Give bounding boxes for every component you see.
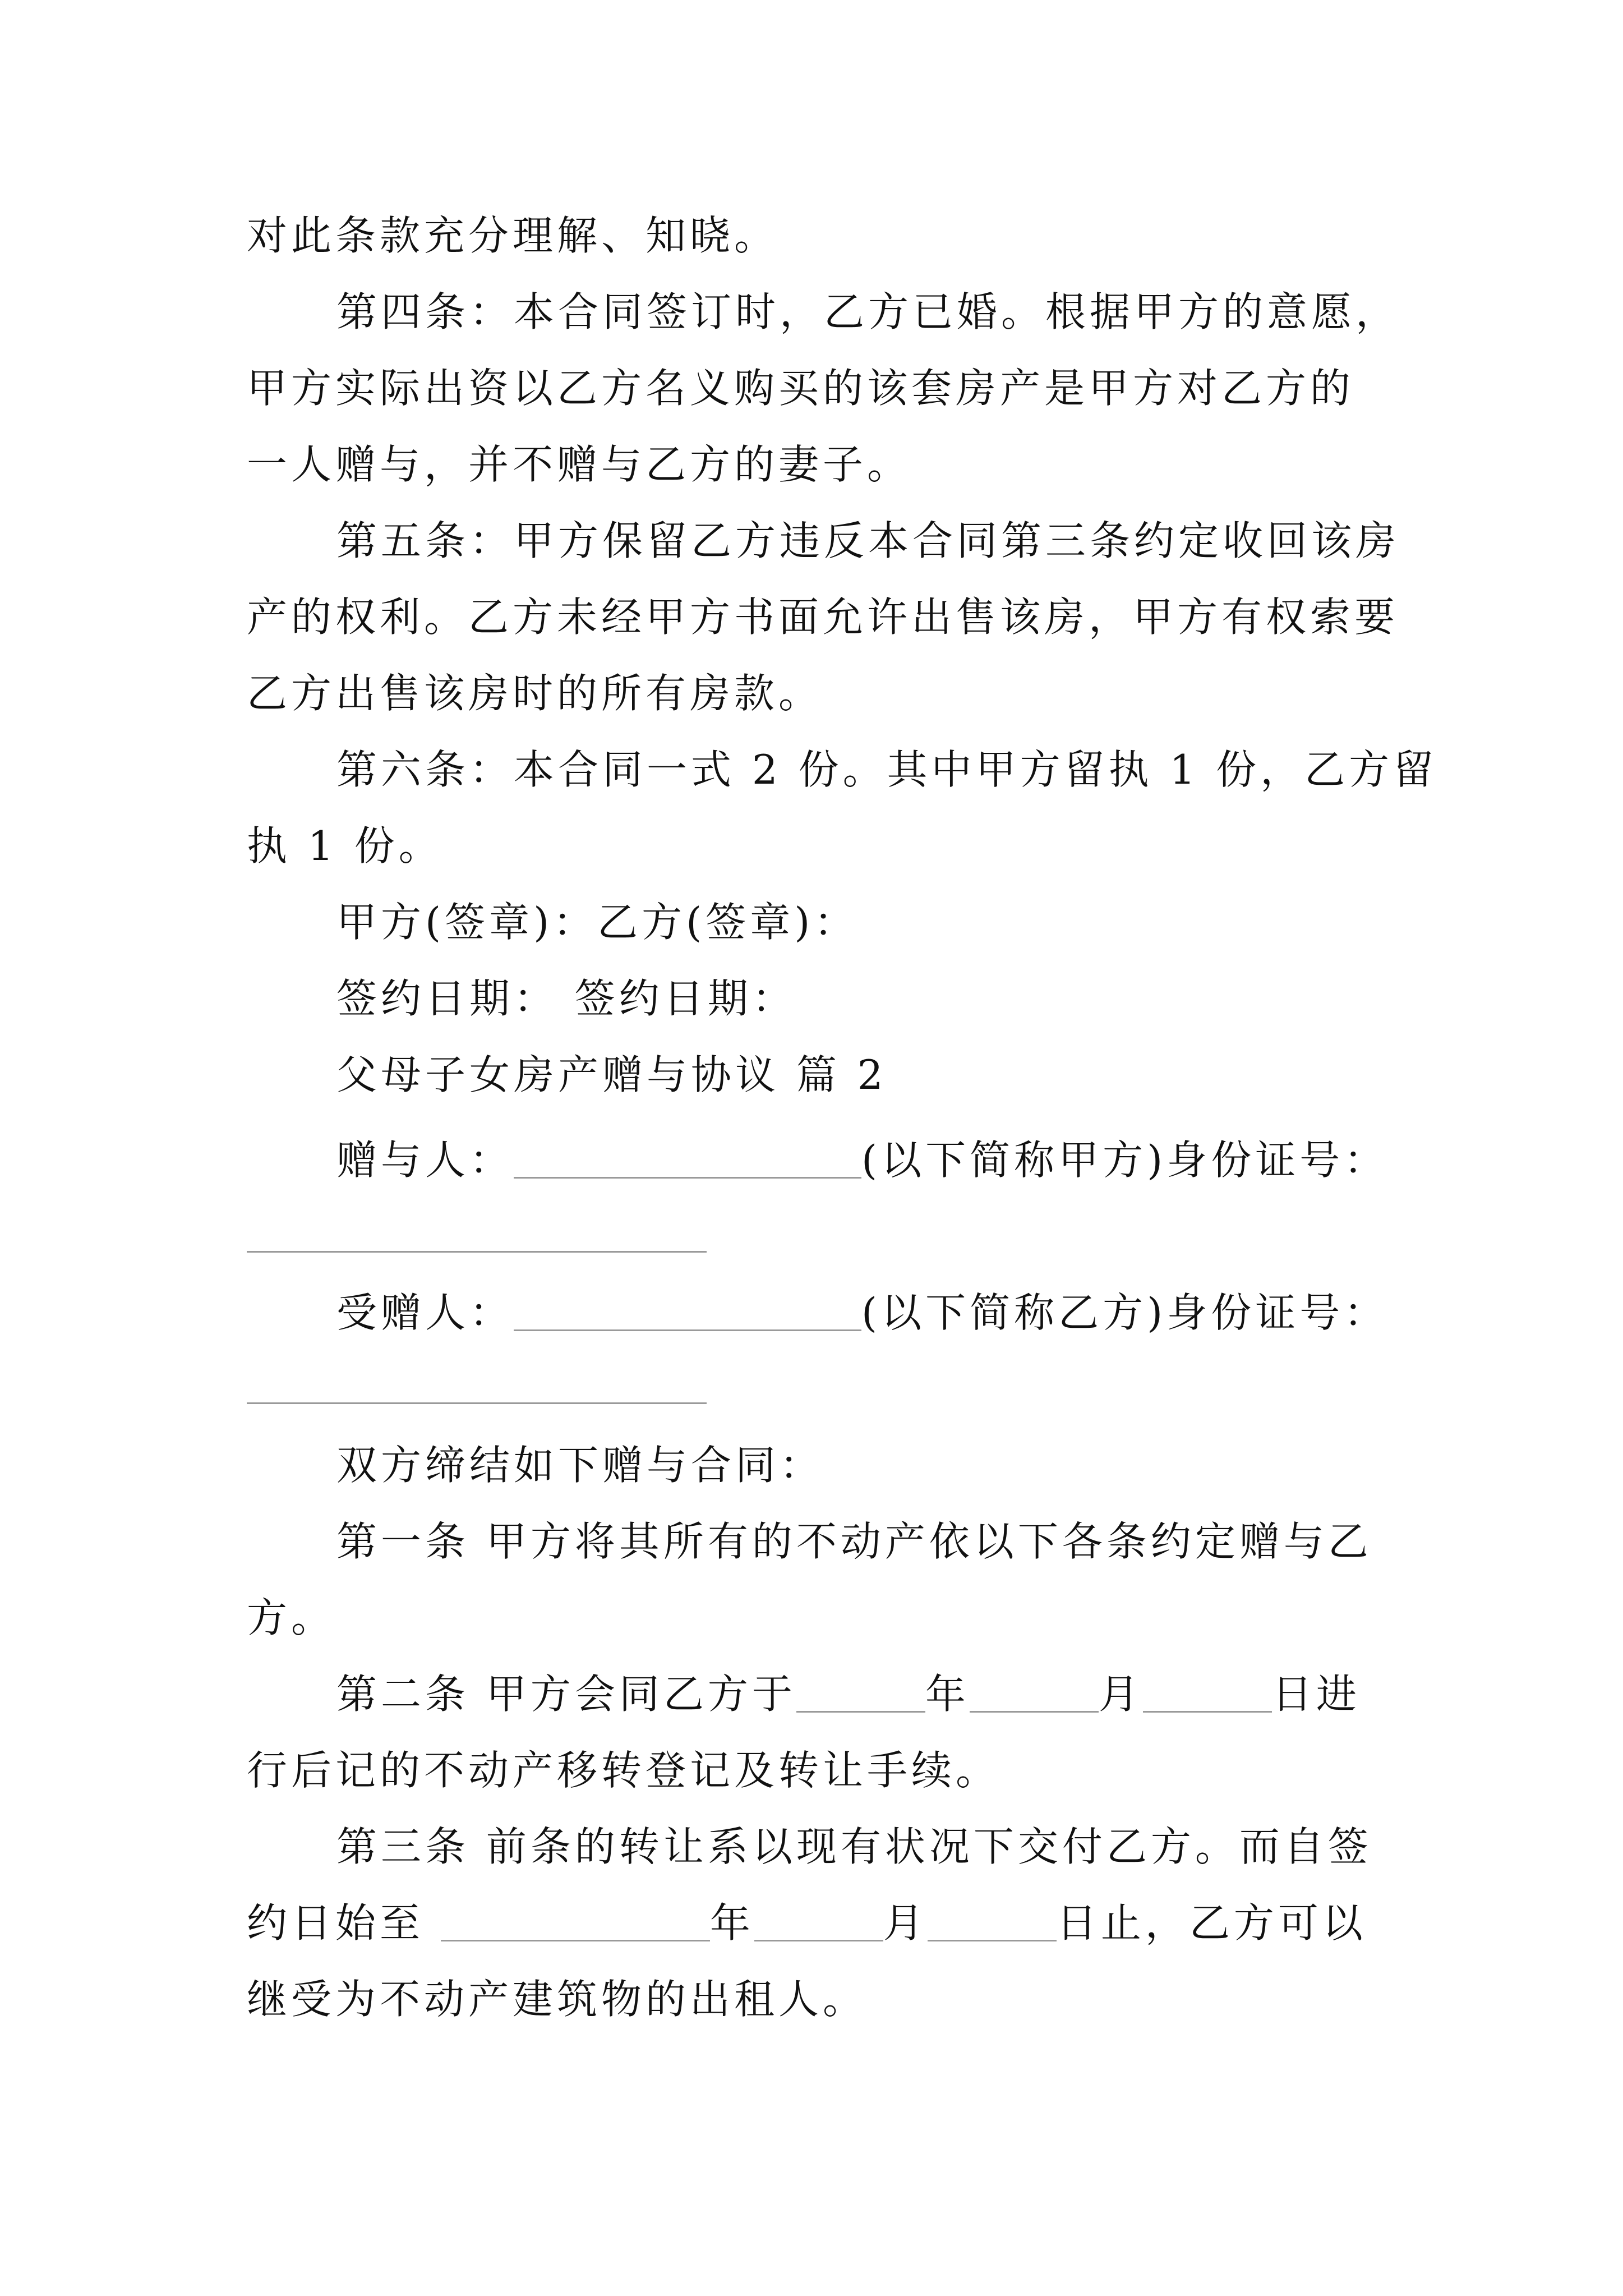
year-blank[interactable] [796, 1676, 925, 1713]
article-4-line: 第四条：本合同签订时，乙方已婚。根据甲方的意愿， [336, 288, 1400, 335]
article-3-dates-line [247, 1899, 1367, 1947]
donor-line [336, 1137, 1389, 1184]
paragraph-line: 继受为不动产建筑物的出租人。 [247, 1976, 868, 2023]
donee-id-label: (以下简称乙方)身份证号： [861, 1289, 1389, 1336]
paragraph-line: 对此条款充分理解、知晓。 [247, 212, 779, 259]
section-heading: 父母子女房产赠与协议 篇 2 [336, 1051, 887, 1098]
paragraph-line: 行后记的不动产移转登记及转让手续。 [247, 1747, 1000, 1794]
article-3-text: 约日始至 [247, 1899, 441, 1947]
month-blank[interactable] [754, 1905, 883, 1941]
donor-id-blank[interactable] [247, 1251, 707, 1253]
paragraph-line: 甲方实际出资以乙方名义购买的该套房产是甲方对乙方的 [247, 365, 1355, 412]
signature-line: 甲方(签章)：乙方(签章)： [336, 899, 859, 946]
article-6-line: 第六条：本合同一式 2 份。其中甲方留执 1 份，乙方留 [336, 746, 1438, 793]
day-blank[interactable] [928, 1905, 1057, 1941]
article-3-line: 第三条 前条的转让系以现有状况下交付乙方。而自签 [336, 1823, 1372, 1870]
paragraph-line: 乙方出售该房时的所有房款。 [247, 670, 823, 717]
donor-name-blank[interactable] [514, 1142, 861, 1179]
month-blank[interactable] [970, 1676, 1099, 1713]
donee-id-blank[interactable] [247, 1402, 707, 1404]
donee-label: 受赠人： [336, 1289, 514, 1336]
sign-date-line: 签约日期： 签约日期： [336, 975, 796, 1022]
day-blank[interactable] [1143, 1676, 1272, 1713]
paragraph-line: 一人赠与，并不赠与乙方的妻子。 [247, 441, 912, 488]
start-year-blank[interactable] [441, 1905, 710, 1941]
donee-line [336, 1289, 1389, 1336]
donor-label: 赠与人： [336, 1137, 514, 1184]
day-label: 日止，乙方可以 [1056, 1899, 1367, 1947]
paragraph-line: 方。 [247, 1594, 336, 1641]
year-label: 年 [925, 1671, 970, 1718]
donee-name-blank[interactable] [514, 1295, 861, 1331]
paragraph-line: 执 1 份。 [247, 822, 443, 869]
article-5-line: 第五条：甲方保留乙方违反本合同第三条约定收回该房 [336, 517, 1400, 564]
month-label: 月 [1098, 1671, 1143, 1718]
paragraph-line: 产的权利。乙方未经甲方书面允许出售该房，甲方有权索要 [247, 593, 1399, 641]
donor-id-label: (以下简称甲方)身份证号： [861, 1137, 1389, 1184]
month-label: 月 [883, 1899, 928, 1947]
day-label: 日进 [1271, 1671, 1361, 1718]
year-label: 年 [709, 1899, 754, 1947]
article-2-line [336, 1671, 1361, 1718]
article-1-line: 第一条 甲方将其所有的不动产依以下各条约定赠与乙 [336, 1518, 1372, 1565]
article-2-text: 第二条 甲方会同乙方于 [336, 1671, 796, 1718]
paragraph-line: 双方缔结如下赠与合同： [336, 1442, 824, 1489]
